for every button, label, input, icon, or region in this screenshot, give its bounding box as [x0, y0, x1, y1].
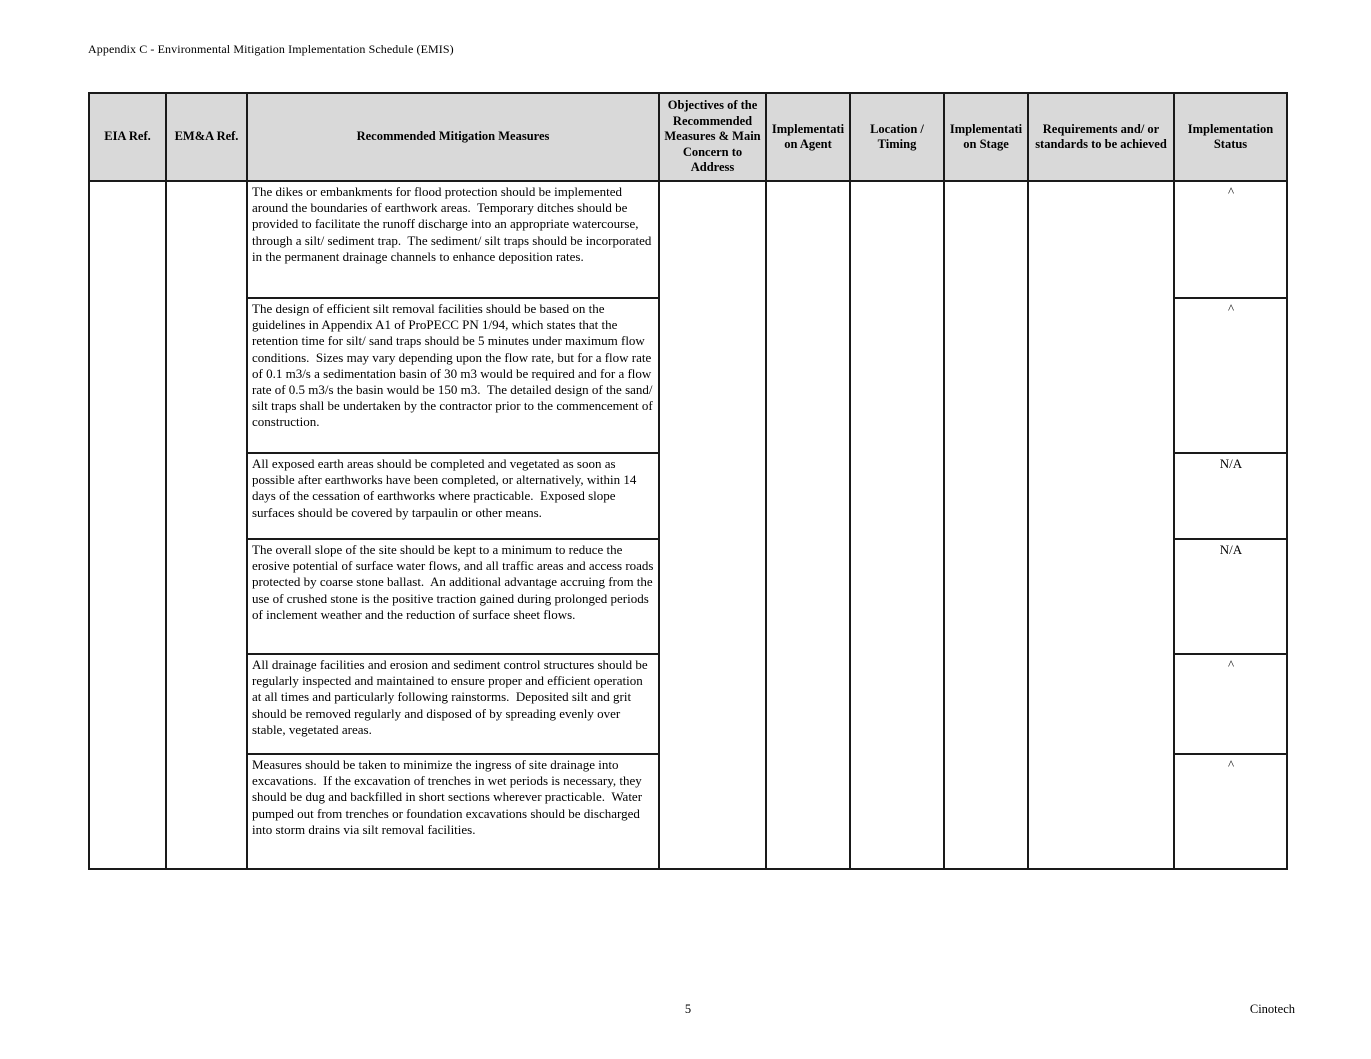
- status-cell-2: ^: [1175, 299, 1286, 454]
- footer-company: Cinotech: [1249, 1002, 1295, 1016]
- column-header-implementation-stage: Implementation Stage: [945, 94, 1027, 182]
- column-header-location-timing: Location / Timing: [851, 94, 943, 182]
- column-header-implementation-status: Implementation Status: [1175, 94, 1286, 182]
- measure-cell-1: The dikes or embankments for flood protection should be implemented around the boundaries of earthwork areas. Temporary ditches should be provided to facilitate the runoff discharge into an appropriate watercourse, through a silt/ sediment trap. The sediment/ silt traps should be incorporated in the permanent drainage channels to enhance deposition rates.: [248, 182, 658, 299]
- location-timing-empty-cell: [851, 182, 943, 868]
- implementation-agent-empty-cell: [767, 182, 849, 868]
- eia-ref-empty-cell: [90, 182, 165, 868]
- column-header-implementation-agent: Implementation Agent: [767, 94, 849, 182]
- column-header-measures: Recommended Mitigation Measures: [248, 94, 658, 182]
- requirements-empty-cell: [1029, 182, 1173, 868]
- column-eia-ref: [90, 94, 167, 868]
- measure-cell-6: Measures should be taken to minimize the ingress of site drainage into excavations. If the excavation of trenches in wet periods is necessary, they should be dug and backfilled in short sections wherever practicable. Water pumped out from trenches or foundation excavations should be discharged into storm drains via silt removal facilities.: [252, 757, 646, 837]
- column-measures: [248, 94, 660, 868]
- column-header-requirements: Requirements and/ or standards to be achieved: [1029, 94, 1173, 182]
- column-objectives: [660, 94, 767, 868]
- column-header-objectives: Objectives of the Recommended Measures & Main Concern to Address: [660, 94, 765, 182]
- status-cell-5: ^: [1175, 655, 1286, 755]
- measure-cell-5: All drainage facilities and erosion and sediment control structures should be regularly inspected and maintained to ensure proper and efficient operation at all times and particularly following rainstorms. Deposited silt and grit should be removed regularly and disposed of by spreading evenly over stable, vegetated areas.: [248, 655, 658, 755]
- status-cell-1: ^: [1175, 182, 1286, 299]
- column-implementation-agent: [767, 94, 851, 868]
- column-header-eia-ref: EIA Ref.: [90, 94, 165, 182]
- emis-table: [88, 92, 1288, 870]
- column-requirements: [1029, 94, 1175, 868]
- column-implementation-status: [1175, 94, 1286, 868]
- page-number: 5: [684, 1002, 692, 1016]
- objectives-empty-cell: [660, 182, 765, 868]
- measure-cell-4: The overall slope of the site should be kept to a minimum to reduce the erosive potential of surface water flows, and all traffic areas and access roads protected by coarse stone ballast. An additional advantage accruing from the use of crushed stone is the positive traction gained during prolonged periods of inclement weather and the reduction of surface sheet flows.: [248, 540, 658, 655]
- implementation-stage-empty-cell: [945, 182, 1027, 868]
- measure-cell-3: All exposed earth areas should be completed and vegetated as soon as possible after earthworks have been completed, or alternatively, within 14 days of the cessation of earthworks where practicable. Exposed slope surfaces should be covered by tarpaulin or other means.: [248, 454, 658, 540]
- column-header-ema-ref: EM&A Ref.: [167, 94, 246, 182]
- status-cell-4: N/A: [1175, 540, 1286, 655]
- status-cell-6: ^: [1227, 757, 1235, 772]
- column-location-timing: [851, 94, 945, 868]
- ema-ref-empty-cell: [167, 182, 246, 868]
- status-cell-3: N/A: [1175, 454, 1286, 540]
- measure-cell-2: The design of efficient silt removal facilities should be based on the guidelines in Appendix A1 of ProPECC PN 1/94, which states that the retention time for silt/ sand traps should be 5 minutes under maximum flow conditions. Sizes may vary depending upon the flow rate, but for a flow rate of 0.1 m3/s a sedimentation basin of 30 m3 would be required and for a flow rate of 0.5 m3/s the basin would be 150 m3. The detailed design of the sand/ silt traps shall be undertaken by the contractor prior to the commencement of construction.: [248, 299, 658, 454]
- column-implementation-stage: [945, 94, 1029, 868]
- page-title: Appendix C - Environmental Mitigation Implementation Schedule (EMIS): [88, 42, 454, 56]
- column-ema-ref: [167, 94, 248, 868]
